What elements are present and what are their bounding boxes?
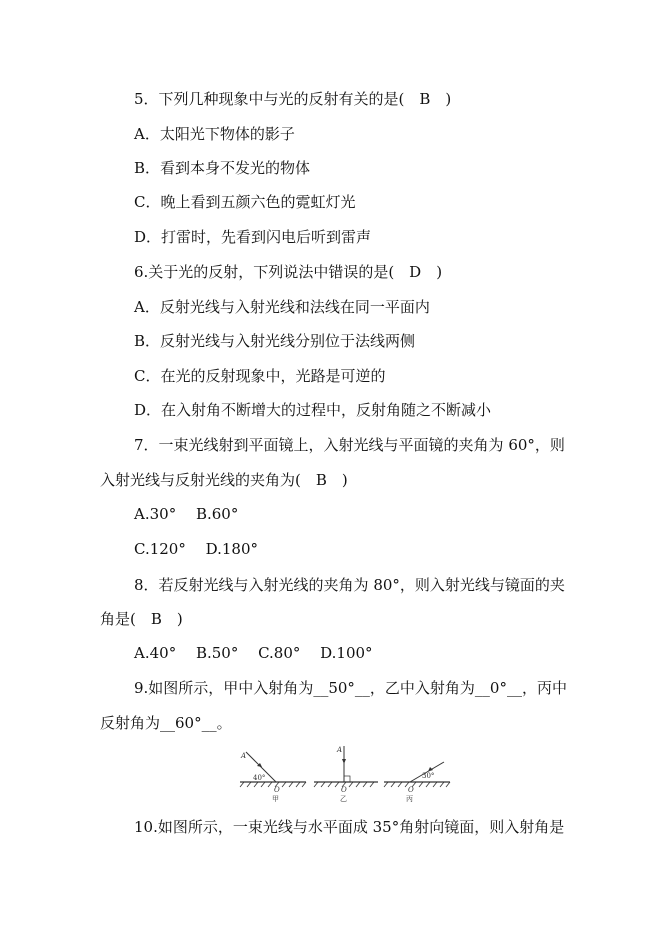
mirror-hatch-bing xyxy=(384,782,450,787)
q5-stem: 5．下列几种现象中与光的反射有关的是( B ) xyxy=(134,90,452,108)
point-o-jia: O xyxy=(274,786,280,794)
q9-stem-line1: 9.如图所示，甲中入射角为__50°__，乙中入射角为__0°__，丙中 xyxy=(134,679,567,697)
angle-label-bing: 30° xyxy=(422,772,435,780)
q8-stem-line2: 角是( B ) xyxy=(100,610,183,628)
point-o-bing: O xyxy=(408,786,414,794)
q6-option-b: B．反射光线与入射光线分别位于法线两侧 xyxy=(134,332,416,350)
mirror-hatch-jia xyxy=(240,782,306,787)
q6-option-a: A．反射光线与入射光线和法线在同一平面内 xyxy=(134,298,430,316)
q9-stem-line2: 反射角为__60°__。 xyxy=(100,714,232,732)
point-o-yi: O xyxy=(341,786,347,794)
arrow-bing xyxy=(428,767,433,772)
q5-option-b: B．看到本身不发光的物体 xyxy=(134,159,311,177)
label-bing: 丙 xyxy=(406,795,413,803)
figure-jia xyxy=(240,752,306,803)
point-a-yi: A xyxy=(337,746,343,754)
point-a-jia: A xyxy=(241,752,247,760)
figure-yi xyxy=(314,746,378,803)
q6-option-c: C．在光的反射现象中，光路是可逆的 xyxy=(134,367,386,385)
q7-stem-line2: 入射光线与反射光线的夹角为( B ) xyxy=(100,471,348,489)
q5-option-d: D．打雷时，先看到闪电后听到雷声 xyxy=(134,228,372,246)
q7-options-row2: C.120° D.180° xyxy=(134,540,258,558)
q6-option-d: D．在入射角不断增大的过程中，反射角随之不断减小 xyxy=(134,401,492,419)
q5-option-a: A．太阳光下物体的影子 xyxy=(134,125,295,143)
q8-options-row: A.40° B.50° C.80° D.100° xyxy=(134,644,373,662)
arrow-yi xyxy=(342,759,346,764)
q6-stem: 6.关于光的反射，下列说法中错误的是( D ) xyxy=(134,263,443,281)
q5-option-c: C．晚上看到五颜六色的霓虹灯光 xyxy=(134,193,356,211)
angle-label-jia: 40° xyxy=(253,774,266,782)
q7-stem-line1: 7．一束光线射到平面镜上，入射光线与平面镜的夹角为 60°，则 xyxy=(134,436,565,454)
figure-bing xyxy=(384,762,450,803)
label-yi: 乙 xyxy=(340,795,347,803)
right-angle-mark xyxy=(344,776,350,782)
reflection-figure xyxy=(238,742,452,804)
label-jia: 甲 xyxy=(272,795,279,803)
q8-stem-line1: 8．若反射光线与入射光线的夹角为 80°，则入射光线与镜面的夹 xyxy=(134,576,565,594)
q7-options-row1: A.30° B.60° xyxy=(134,505,239,523)
q10-stem-line1: 10.如图所示，一束光线与水平面成 35°角射向镜面，则入射角是 xyxy=(134,818,565,836)
